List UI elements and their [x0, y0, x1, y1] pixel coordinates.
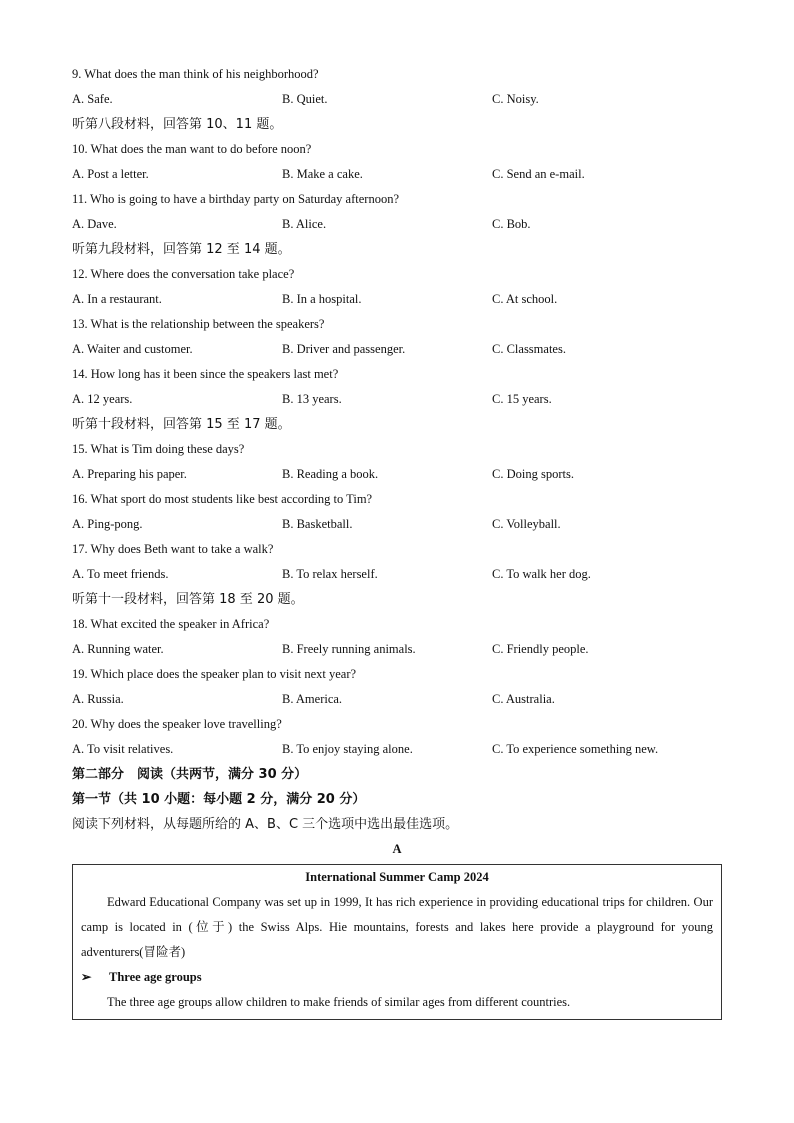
section-heading-10: 听第十段材料，回答第 15 至 17 题。: [72, 417, 291, 432]
option-a: A. 12 years.: [72, 392, 133, 406]
question-12: 12. Where does the conversation take place?: [72, 267, 295, 281]
options-10: [72, 162, 722, 187]
arrow-bullet-icon: ➢: [81, 970, 92, 984]
options-15: [72, 462, 722, 487]
option-a: A. Waiter and customer.: [72, 342, 193, 356]
option-a: A. Russia.: [72, 692, 124, 706]
option-a: A. Safe.: [72, 92, 113, 106]
bullet-heading-text: Three age groups: [109, 970, 202, 984]
option-c: C. Doing sports.: [492, 467, 574, 481]
options-20: [72, 737, 722, 762]
option-c: C. Bob.: [492, 217, 531, 231]
question-20: 20. Why does the speaker love travelling?: [72, 717, 282, 731]
options-19: [72, 687, 722, 712]
option-c: C. Noisy.: [492, 92, 539, 106]
option-c: C. Friendly people.: [492, 642, 589, 656]
options-14: [72, 387, 722, 412]
option-c: C. Classmates.: [492, 342, 566, 356]
exam-page: [72, 62, 722, 1020]
option-a: A. Dave.: [72, 217, 117, 231]
option-c: C. To experience something new.: [492, 742, 659, 756]
option-c: C. Send an e-mail.: [492, 167, 585, 181]
passage-box: [72, 864, 722, 1020]
option-c: C. 15 years.: [492, 392, 552, 406]
section-heading-8: 听第八段材料，回答第 10、11 题。: [72, 117, 283, 132]
option-b: B. Alice.: [282, 217, 327, 231]
options-9: [72, 87, 722, 112]
options-16: [72, 512, 722, 537]
options-17: [72, 562, 722, 587]
question-15: 15. What is Tim doing these days?: [72, 442, 245, 456]
option-a: A. Post a letter.: [72, 167, 149, 181]
option-a: A. In a restaurant.: [72, 292, 162, 306]
option-b: B. In a hospital.: [282, 292, 362, 306]
option-b: B. America.: [282, 692, 343, 706]
passage-title: International Summer Camp 2024: [305, 870, 489, 884]
options-12: [72, 287, 722, 312]
option-b: B. Freely running animals.: [282, 642, 416, 656]
section-heading-9: 听第九段材料，回答第 12 至 14 题。: [72, 242, 291, 257]
question-18: 18. What excited the speaker in Africa?: [72, 617, 270, 631]
option-a: A. Running water.: [72, 642, 164, 656]
question-16: 16. What sport do most students like best according to Tim?: [72, 492, 373, 506]
option-c: C. At school.: [492, 292, 558, 306]
question-11: 11. Who is going to have a birthday party on Saturday afternoon?: [72, 192, 400, 206]
option-b: B. To enjoy staying alone.: [282, 742, 413, 756]
option-a: A. To meet friends.: [72, 567, 169, 581]
option-b: B. Make a cake.: [282, 167, 363, 181]
section-one-heading: 第一节（共 10 小题：每小题 2 分，满分 20 分）: [72, 792, 366, 807]
bullet-heading: [81, 965, 713, 990]
option-a: A. To visit relatives.: [72, 742, 174, 756]
part-two-heading: 第二部分 阅读（共两节，满分 30 分）: [72, 767, 308, 782]
options-13: [72, 337, 722, 362]
option-b: B. Quiet.: [282, 92, 328, 106]
passage-letter: A: [392, 842, 402, 856]
option-b: B. Basketball.: [282, 517, 353, 531]
passage-paragraph-2: The three age groups allow children to make friends of similar ages from different countries.: [107, 995, 571, 1009]
passage-paragraph-1: Edward Educational Company was set up in 1999, It has rich experience in providing educational trips for children. Our camp is located in (位于) the Swiss Alps. Hie mountains, forests and lakes here provide a playground for young adventurers(冒险者): [81, 895, 713, 959]
option-c: C. Volleyball.: [492, 517, 561, 531]
question-13: 13. What is the relationship between the speakers?: [72, 317, 325, 331]
option-c: C. Australia.: [492, 692, 555, 706]
question-14: 14. How long has it been since the speakers last met?: [72, 367, 339, 381]
option-b: B. Reading a book.: [282, 467, 379, 481]
option-c: C. To walk her dog.: [492, 567, 591, 581]
section-heading-11: 听第十一段材料，回答第 18 至 20 题。: [72, 592, 304, 607]
question-17: 17. Why does Beth want to take a walk?: [72, 542, 274, 556]
option-a: A. Preparing his paper.: [72, 467, 187, 481]
option-b: B. 13 years.: [282, 392, 342, 406]
options-18: [72, 637, 722, 662]
option-b: B. To relax herself.: [282, 567, 378, 581]
question-9: 9. What does the man think of his neighborhood?: [72, 67, 319, 81]
reading-instruction: 阅读下列材料，从每题所给的 A、B、C 三个选项中选出最佳选项。: [72, 817, 459, 832]
option-b: B. Driver and passenger.: [282, 342, 406, 356]
question-19: 19. Which place does the speaker plan to visit next year?: [72, 667, 357, 681]
options-11: [72, 212, 722, 237]
option-a: A. Ping-pong.: [72, 517, 143, 531]
question-10: 10. What does the man want to do before noon?: [72, 142, 312, 156]
